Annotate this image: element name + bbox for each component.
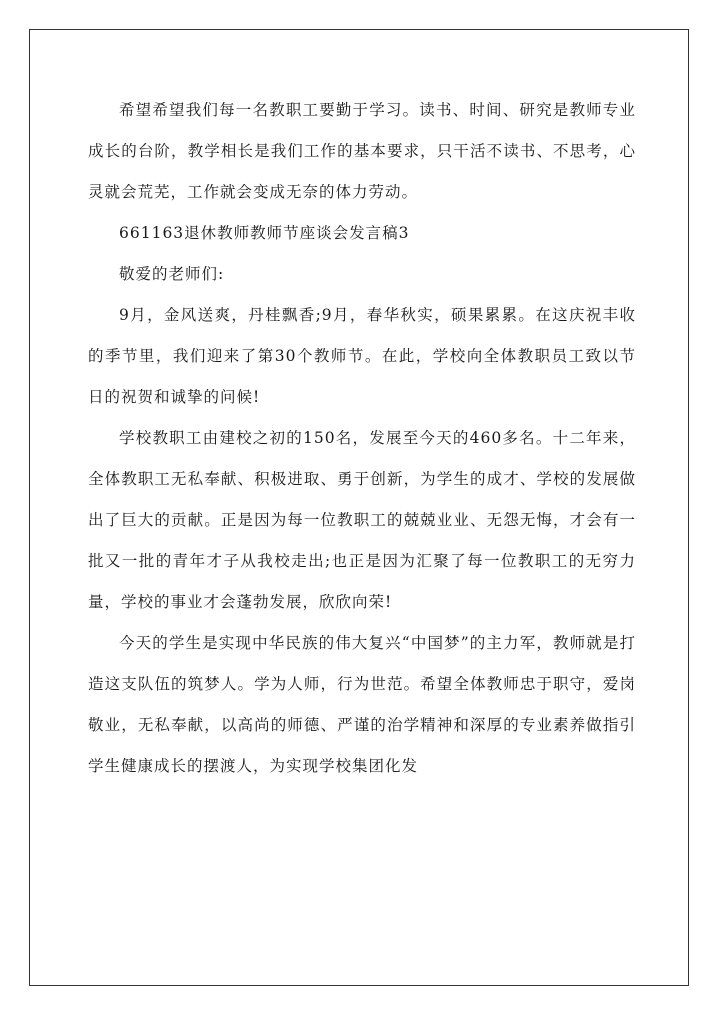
document-body (88, 90, 636, 787)
paragraph-staff-growth: 学校教职工由建校之初的150名，发展至今天的460多名。十二年来，全体教职工无私奉献、积极进取、勇于创新，为学生的成才、学校的发展做出了巨大的贡献。正是因为每一位教职工的兢兢业业、无怨无悔，才会有一批又一批的青年才子从我校走出;也正是因为汇聚了每一位教职工的无穷力量，学校的事业才会蓬勃发展，欣欣向荣! (88, 429, 636, 611)
paragraph-greeting: 9月，金风送爽，丹桂飘香;9月，春华秋实，硕果累累。在这庆祝丰收的季节里，我们迎来了第30个教师节。在此，学校向全体教职员工致以节日的祝贺和诚挚的问候! (88, 306, 636, 406)
salutation: 敬爱的老师们: (119, 265, 225, 283)
paragraph-chinese-dream: 今天的学生是实现中华民族的伟大复兴“中国梦”的主力军，教师就是打造这支队伍的筑梦人。学为人师，行为世范。希望全体教师忠于职守，爱岗敬业，无私奉献，以高尚的师德、严谨的治学精神和深厚的专业素养做指引学生健康成长的摆渡人，为实现学校集团化发 (88, 634, 636, 775)
paragraph-study: 希望希望我们每一名教职工要勤于学习。读书、时间、研究是教师专业成长的台阶，教学相长是我们工作的基本要求，只干活不读书、不思考，心灵就会荒芜，工作就会变成无奈的体力劳动。 (88, 101, 636, 201)
document-heading: 661163退休教师教师节座谈会发言稿3 (119, 224, 410, 242)
